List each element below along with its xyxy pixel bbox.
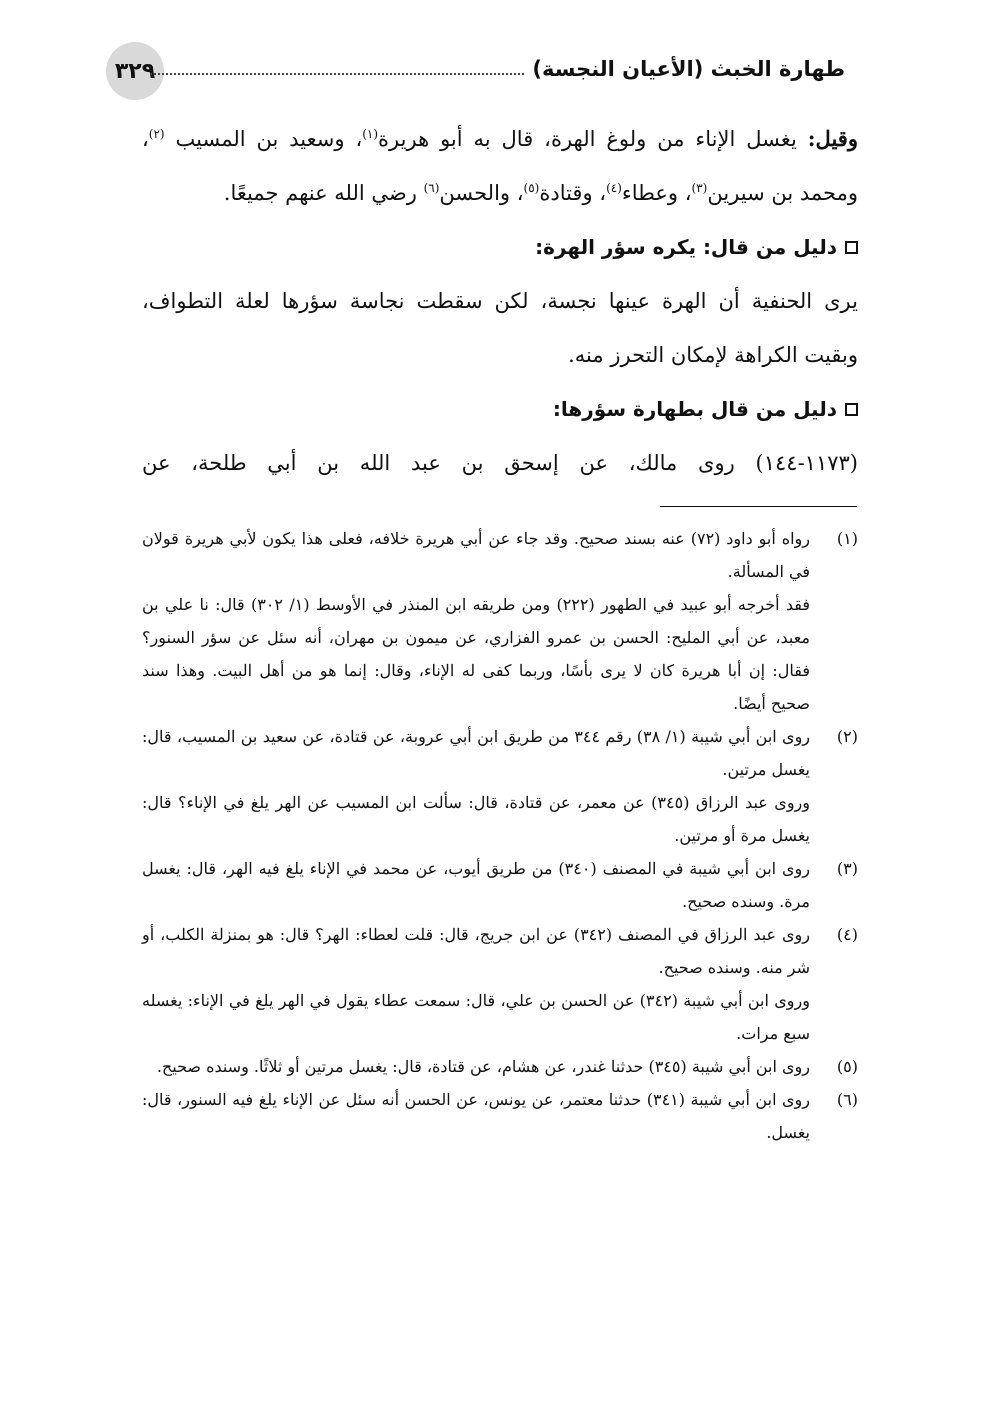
square-bullet-icon [845,403,858,416]
footnote-line: فقد أخرجه أبو عبيد في الطهور (٢٢٢) ومن طريقه ابن المنذر في الأوسط (١/ ٣٠٢) قال: نا علي بن معبد، عن أبي المليح: الحسن بن عمرو الفزاري، عن ميمون بن مهران، أنه سئل عن سؤر السنور؟ فقال: إن أبا هريرة كان لا يرى بأسًا، وربما كفى له الإناء، وقال: إنما هو من أهل البيت. وهذا سند صحيح أيضًا. [142,595,810,713]
running-title: طهارة الخبث (الأعيان النجسة) [532,57,845,81]
paragraph-1-text-6: ، والحسن [439,181,524,205]
paragraph-lead: وقيل: [807,126,858,151]
footnote-6 [142,1083,858,1149]
footnote-4 [142,918,858,1050]
footnote-ref-3[interactable]: (٣) [691,181,708,195]
footnote-ref-5[interactable]: (٥) [523,181,540,195]
footnote-line: روى ابن أبي شيبة (١/ ٣٨) رقم ٣٤٤ من طريق ابن أبي عروبة، عن قتادة، عن سعيد بن المسيب، قال: يغسل مرتين. [142,727,811,779]
footnote-separator [660,506,857,507]
paragraph-1-text-2: ، وسعيد بن المسيب [164,127,363,151]
section-heading-2 [142,382,858,436]
section-heading-2-text: دليل من قال بطهارة سؤرها: [552,397,837,421]
paragraph-3: (١١٧٣-١٤٤) روى مالك، عن إسحق بن عبد الله بن أبي طلحة، عن [142,451,858,475]
footnote-ref-1[interactable]: (١) [362,127,379,141]
footnote-5 [142,1050,858,1083]
footnote-number: (٦) [836,1090,858,1109]
footnote-number: (١) [836,529,858,548]
square-bullet-icon [845,241,858,254]
footnote-ref-4[interactable]: (٤) [606,181,622,195]
paragraph-1-text-7: رضي الله عنهم جميعًا. [223,181,424,205]
footnote-line: وروى ابن أبي شيبة (٣٤٢) عن الحسن بن علي، قال: سمعت عطاء يقول في الهر يلغ في الإناء: يغسله سبع مرات. [142,991,810,1043]
footnote-line: وروى عبد الرزاق (٣٤٥) عن معمر، عن قتادة، قال: سألت ابن المسيب عن الهر يلغ في الإناء؟ قال: يغسل مرة أو مرتين. [142,793,810,845]
footnote-number: (٢) [836,727,858,746]
main-text [142,112,858,490]
footnote-number: (٥) [836,1057,858,1076]
paragraph-1-text-3: ، ومحمد بن سيرين [142,127,858,205]
footnote-line: روى ابن أبي شيبة (٣٤١) حدثنا معتمر، عن يونس، عن الحسن أنه سئل عن الإناء يلغ فيه السنور، قال: يغسل. [142,1090,811,1142]
footnote-number: (٤) [836,925,858,944]
footnote-1 [142,522,858,720]
paragraph-1 [142,112,858,220]
paragraph-1-text-5: ، وقتادة [539,181,607,205]
footnote-line: روى عبد الرزاق في المصنف (٣٤٢) عن ابن جريج، قال: قلت لعطاء: الهر؟ قال: هو بمنزلة الكلب، أو شر منه. وسنده صحيح. [142,925,811,977]
footnote-2 [142,720,858,852]
footnote-ref-2[interactable]: (٢) [148,127,165,141]
footnote-3 [142,852,858,918]
paragraph-2: يرى الحنفية أن الهرة عينها نجسة، لكن سقطت نجاسة سؤرها لعلة التطواف، وبقيت الكراهة لإمكان التحرز منه. [142,289,858,367]
running-header [150,52,845,86]
page-number: ٣٢٩ [114,58,156,84]
footnote-line: رواه أبو داود (٧٢) عنه بسند صحيح. وقد جاء عن أبي هريرة خلافه، فعلى هذا يكون لأبي هريرة قولان في المسألة. [142,529,810,581]
footnote-ref-6[interactable]: (٦) [423,181,440,195]
paragraph-1-text: يغسل الإناء من ولوغ الهرة، قال به أبو هريرة [378,127,797,151]
footnote-number: (٣) [836,859,858,878]
footnote-line: روى ابن أبي شيبة في المصنف (٣٤٠) من طريق أيوب، عن محمد في الإناء يلغ فيه الهر، قال: يغسل مرة. وسنده صحيح. [142,859,810,911]
footnotes [142,522,858,1149]
footnote-line: روى ابن أبي شيبة (٣٤٥) حدثنا غندر، عن هشام، عن قتادة، قال: يغسل مرتين أو ثلاثًا. وسنده صحيح. [156,1057,810,1076]
section-heading-1 [142,220,858,274]
section-heading-1-text: دليل من قال: يكره سؤر الهرة: [535,235,837,259]
paragraph-1-text-4: ، وعطاء [621,181,692,205]
header-leader-dots [150,73,524,75]
